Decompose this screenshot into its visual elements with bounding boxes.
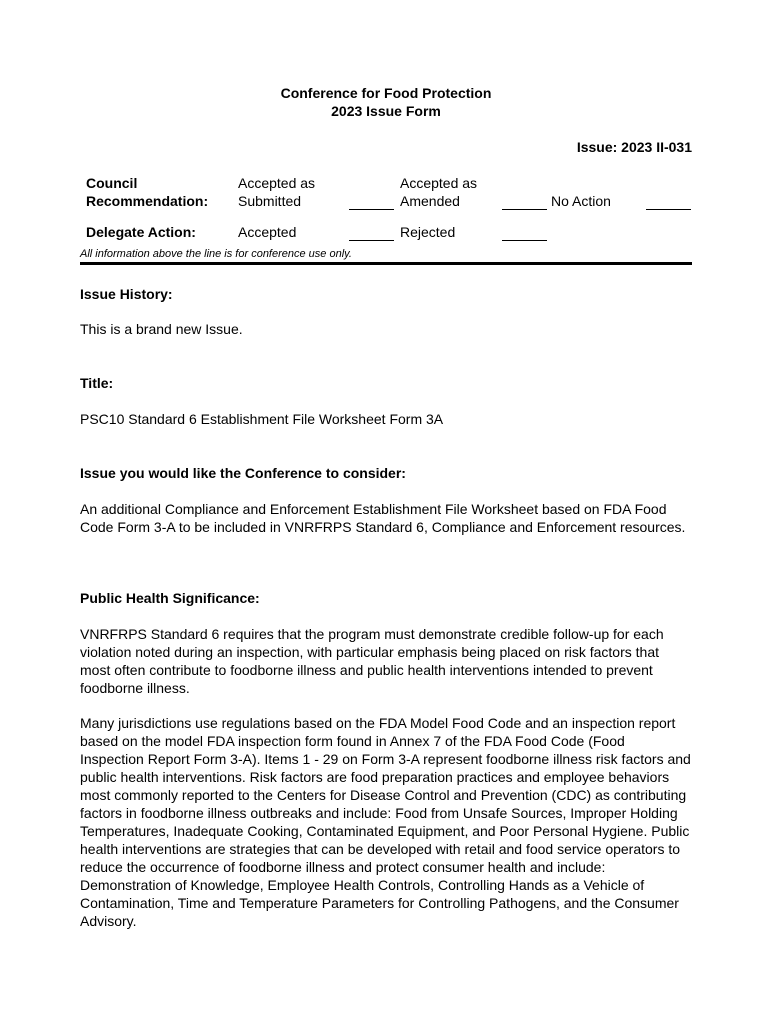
title-text: PSC10 Standard 6 Establishment File Worksheet Form 3A (80, 411, 444, 427)
document-header (80, 84, 692, 120)
no-action-blank[interactable] (646, 209, 691, 210)
accepted-as-submitted-blank[interactable] (349, 209, 394, 210)
delegate-label: Delegate Action: (86, 224, 196, 240)
significance-heading: Public Health Significance: (80, 590, 260, 606)
consider-heading: Issue you would like the Conference to consider: (80, 465, 406, 481)
title-heading: Title: (80, 375, 114, 391)
accepted-option: Accepted (238, 224, 297, 240)
conference-title: Conference for Food Protection (280, 85, 492, 101)
council-label: Council Recommendation: (86, 175, 209, 209)
accepted-as-amended-option: Accepted as Amended (400, 175, 478, 209)
conference-use-note: All information above the line is for conference use only. (80, 248, 352, 260)
accepted-as-amended-blank[interactable] (502, 209, 547, 210)
significance-paragraph-1: VNRFRPS Standard 6 requires that the program must demonstrate credible follow-up for each violation noted during an inspection, with particular emphasis being placed on risk factors that most often contribute to foodborne illness and public health interventions intended to prevent foodborne illness. (80, 626, 664, 696)
form-title: 2023 Issue Form (331, 103, 441, 119)
rejected-blank[interactable] (502, 240, 547, 241)
no-action-option: No Action (551, 193, 611, 209)
rejected-option: Rejected (400, 224, 456, 240)
significance-paragraph-2: Many jurisdictions use regulations based on the FDA Model Food Code and an inspection report based on the model FDA inspection form found in Annex 7 of the FDA Food Code (Food Inspection Report Form 3-A). Items 1 - 29 on Form 3-A represent foodborne illness risk factors and public health interventions. Risk factors are food preparation practices and employee behaviors most commonly reported to the Centers for Disease Control and Prevention (CDC) as contributing factors in foodborne illness outbreaks and include: Food from Unsafe Sources, Improper Holding Temperatures, Inadequate Cooking, Contaminated Equipment, and Poor Personal Hygiene. Public health interventions are strategies that can be developed with retail and food service operators to reduce the occurrence of foodborne illness and protect consumer health and include: Demonstration of Knowledge, Employee Health Controls, Controlling Hands as a Vehicle of Contamination, Time and Temperature Parameters for Controlling Pathogens, and the Consumer Advisory. (80, 715, 691, 929)
issue-number: Issue: 2023 II-031 (576, 139, 692, 155)
divider-line (80, 262, 692, 265)
council-recommendation-row (80, 174, 692, 210)
issue-history-text: This is a brand new Issue. (80, 321, 243, 337)
consider-text: An additional Compliance and Enforcement Establishment File Worksheet based on FDA Food Code Form 3-A to be included in VNRFRPS Standard 6, Compliance and Enforcement resources. (80, 501, 686, 535)
accepted-as-submitted-option: Accepted as Submitted (238, 175, 316, 209)
document-page (80, 0, 692, 1024)
issue-history-heading: Issue History: (80, 286, 173, 302)
accepted-blank[interactable] (349, 240, 394, 241)
